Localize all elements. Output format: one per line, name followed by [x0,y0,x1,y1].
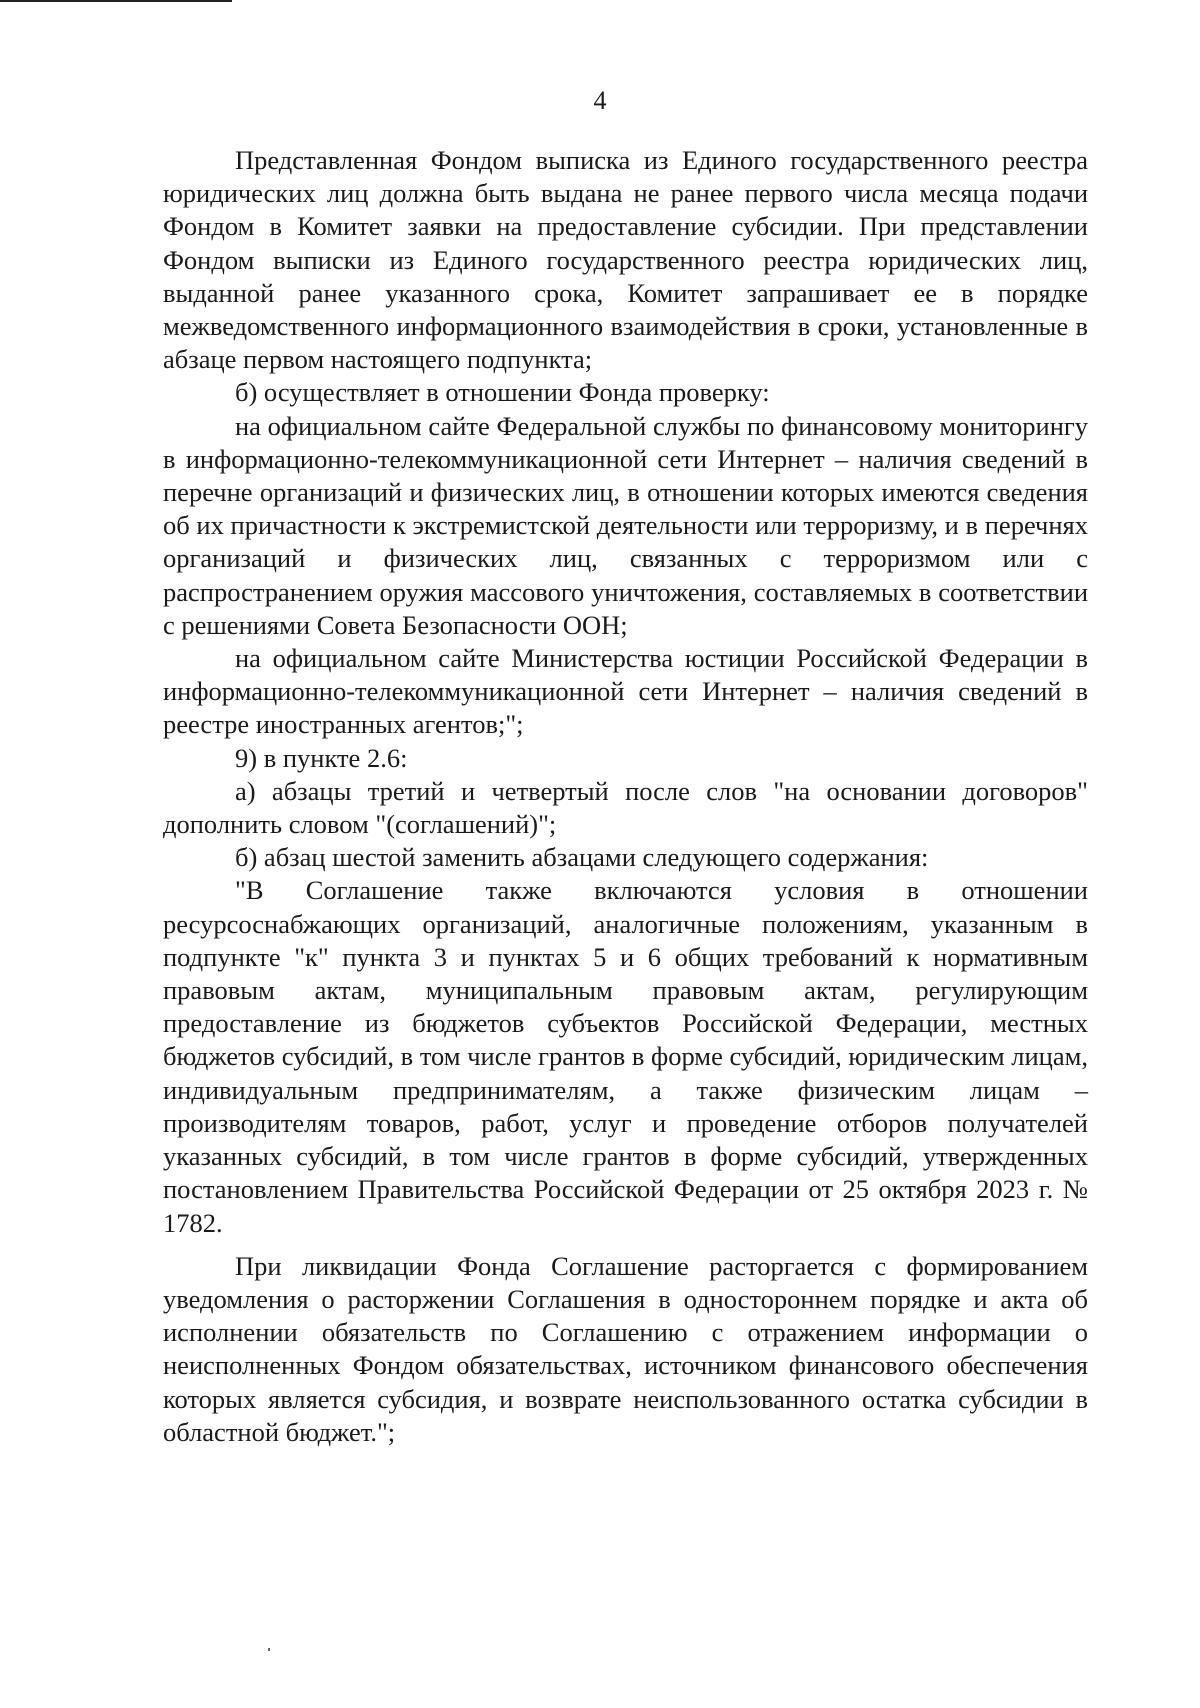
paragraph-item-9: 9) в пункте 2.6: [235,742,408,773]
scan-speck [268,1648,270,1651]
paragraph-egrul-extract: Представленная Фондом выписка из Единого государственного реестра юридических лиц должна быть выдана не ранее первого числа месяца подачи Фондом в Комитет заявки на предоставление субсидии. При представлении Фондом выписки из Единого государственного реестра юридических лиц, выданной ранее указанного срока, Комитет запрашивает ее в порядке межведомственного информационного взаимодействия в сроки, установленные в абзаце первом настоящего подпункта; [163,145,1088,375]
paragraph-item-b: б) абзац шестой заменить абзацами следующего содержания: [235,842,929,873]
paragraph-rosfinmonitoring: на официальном сайте Федеральной службы по финансовому мониторингу в информационно-телекоммуникационной сети Интернет – наличия сведений в перечне организаций и физических лиц, в отношении которых имеются сведения об их причастности к экстремистской деятельности или терроризму, и в перечнях организаций и физических лиц, связанных с терроризмом или с распространением оружия массового уничтожения, составляемых в соответствии с решениями Совета Безопасности ООН; [163,410,1088,640]
paragraph-liquidation: При ликвидации Фонда Соглашение расторгается с формированием уведомления о расторжении Соглашения в одностороннем порядке и акта об исполнении обязательств по Соглашению с отражением информации о неисполненных Фондом обязательствах, источником финансового обеспечения которых является субсидия, и возврате неиспользованного остатка субсидии в областной бюджет."; [163,1250,1088,1447]
document-body [163,144,1088,1449]
paragraph-minjust: на официальном сайте Министерства юстиции Российской Федерации в информационно-телекоммуникационной сети Интернет – наличия сведений в реестре иностранных агентов;"; [163,643,1088,740]
paragraph-agreement-conditions: "В Соглашение также включаются условия в отношении ресурсоснабжающих организаций, аналогичные положениям, указанным в подпункте "к" пункта 3 и пунктах 5 и 6 общих требований к нормативным правовым актам, муниципальным правовым актам, регулирующим предоставление из бюджетов субъектов Российской Федерации, местных бюджетов субсидий, в том числе грантов в форме субсидий, юридическим лицам, индивидуальным предпринимателям, а также физическим лицам – производителям товаров, работ, услуг и проведение отборов получателей указанных субсидий, в том числе грантов в форме субсидий, утвержденных постановлением Правительства Российской Федерации от 25 октября 2023 г. № 1782. [163,875,1088,1238]
scan-edge-mark [0,0,232,2]
paragraph-check-intro: б) осуществляет в отношении Фонда проверку: [235,377,770,408]
paragraph-item-a: а) абзацы третий и четвертый после слов "на основании договоров" дополнить словом "(соглашений)"; [163,775,1088,840]
page-number: 4 [593,86,607,115]
